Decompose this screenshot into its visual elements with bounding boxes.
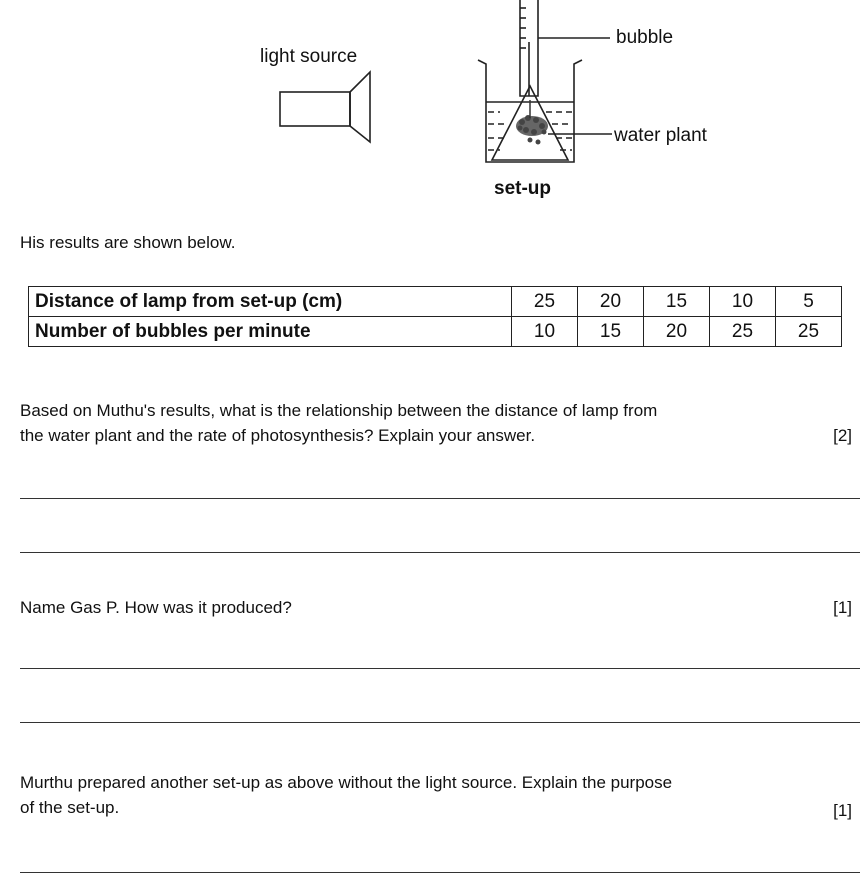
table-cell: 25 [512,287,578,317]
water-plant-label: water plant [614,125,707,146]
answer-line[interactable] [20,668,860,669]
table-cell: 20 [644,317,710,347]
test-tube-icon [520,0,538,96]
table-cell: 15 [578,317,644,347]
table-row [29,287,842,317]
water-plant-icon [516,100,548,145]
question-2-marks: [1] [833,598,852,617]
question-3-line-2: of the set-up. [20,798,120,817]
question-1-marks: [2] [833,426,852,445]
answer-line[interactable] [20,498,860,499]
table-cell: 15 [644,287,710,317]
table-cell: 25 [776,317,842,347]
table-cell: 10 [710,287,776,317]
question-3-marks: [1] [833,801,852,820]
table-cell: 20 [578,287,644,317]
question-1-line-2: the water plant and the rate of photosynthesis? Explain your answer. [20,426,536,445]
lamp-icon [280,72,370,142]
table-cell: 5 [776,287,842,317]
setup-diagram [0,0,868,210]
setup-caption: set-up [494,178,551,199]
intro-text: His results are shown below. [20,233,236,252]
answer-line[interactable] [20,722,860,723]
question-1-line-1: Based on Muthu's results, what is the relationship between the distance of lamp from [20,401,658,420]
question-2-line-1: Name Gas P. How was it produced? [20,598,292,617]
question-3-line-1: Murthu prepared another set-up as above without the light source. Explain the purpose [20,773,673,792]
table-cell: 25 [710,317,776,347]
table-row [29,317,842,347]
table-cell: 10 [512,317,578,347]
answer-line[interactable] [20,552,860,553]
results-table [28,286,842,347]
bubble-label: bubble [616,27,674,48]
row-header: Distance of lamp from set-up (cm) [29,287,512,317]
row-header: Number of bubbles per minute [29,317,512,347]
answer-line[interactable] [20,872,860,873]
light-source-label: light source [260,46,358,67]
